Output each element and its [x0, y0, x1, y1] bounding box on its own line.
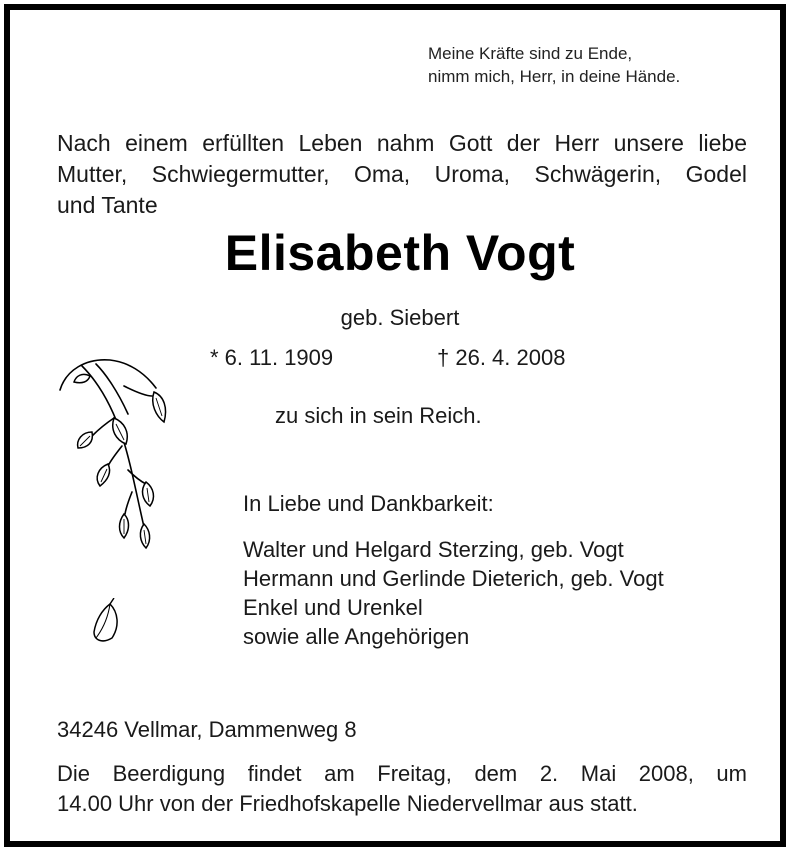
intro-line-3: und Tante	[57, 192, 158, 218]
verse-line-2: nimm mich, Herr, in deine Hände.	[428, 67, 681, 86]
birth-date: * 6. 11. 1909	[210, 345, 334, 370]
mourner-line: sowie alle Angehörigen	[243, 624, 470, 649]
mourner-line: Hermann und Gerlinde Dieterich, geb. Vogt	[243, 566, 664, 591]
mourners-list	[243, 535, 664, 651]
intro-line-2: Mutter, Schwiegermutter, Oma, Uroma, Schwägerin, Godel	[57, 161, 747, 187]
verse-line-1: Meine Kräfte sind zu Ende,	[428, 44, 633, 63]
falling-leaf-icon	[88, 598, 128, 650]
mourner-line: Enkel und Urenkel	[243, 595, 423, 620]
deceased-name: Elisabeth Vogt	[224, 225, 576, 281]
family-address: 34246 Vellmar, Dammenweg 8	[57, 717, 357, 742]
intro-line-1: Nach einem erfüllten Leben nahm Gott der Herr unsere liebe	[57, 130, 747, 156]
closing-line: zu sich in sein Reich.	[275, 403, 482, 428]
funeral-line-2: 14.00 Uhr von der Friedhofskapelle Niedervellmar aus statt.	[57, 791, 638, 816]
birth-name: geb. Siebert	[340, 305, 460, 330]
death-date: † 26. 4. 2008	[437, 345, 566, 370]
funeral-notice	[57, 759, 747, 819]
funeral-line-1: Die Beerdigung findet am Freitag, dem 2. Mai 2008, um	[57, 761, 747, 786]
thanks-heading: In Liebe und Dankbarkeit:	[243, 491, 494, 516]
intro-text	[57, 128, 747, 221]
mourner-line: Walter und Helgard Sterzing, geb. Vogt	[243, 537, 624, 562]
verse	[428, 42, 680, 88]
birch-branch-icon	[52, 352, 177, 552]
